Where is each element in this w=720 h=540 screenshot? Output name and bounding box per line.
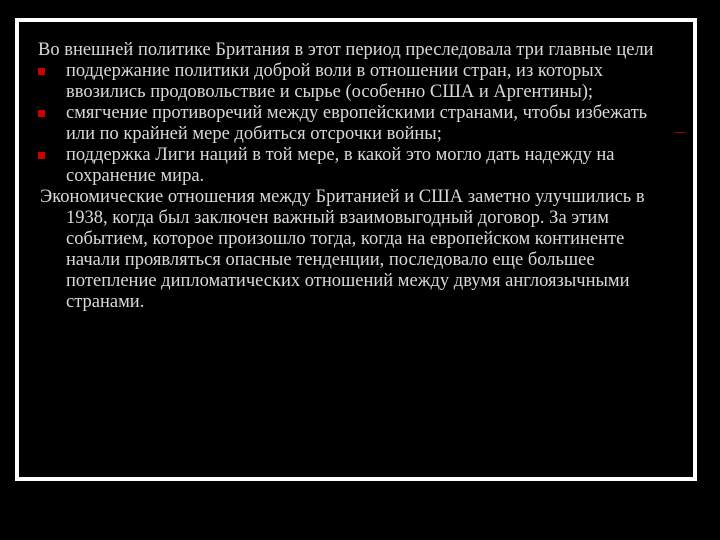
bullet-text: смягчение противоречий между европейскими странами, чтобы избежать или по крайней мере добиться отсрочки войны; <box>66 103 648 144</box>
bullet-item <box>38 61 678 103</box>
bullet-item <box>38 145 678 187</box>
bullet-text: поддержка Лиги наций в той мере, в какой это могло дать надежду на сохранение мира. <box>66 145 615 186</box>
intro-text: Во внешней политике Британия в этот период преследовала три главные цели <box>38 40 654 60</box>
body-paragraph: Экономические отношения между Британией и США заметно улучшились в 1938, когда был заключен важный взаимовыгодный договор. За этим событием, которое произошло тогда, когда на европейском континенте начали проявляться опасные тенденции, последовало еще большее потепление дипломатических отношений между двумя англоязычными странами. <box>40 187 645 312</box>
bullet-text: поддержание политики доброй воли в отношении стран, из которых ввозились продовольствие и сырье (особенно США и Аргентины); <box>66 61 603 102</box>
slide-content <box>38 40 678 313</box>
square-bullet-icon <box>38 152 45 159</box>
bullet-item <box>38 103 678 145</box>
square-bullet-icon <box>38 68 45 75</box>
square-bullet-icon <box>38 110 45 117</box>
